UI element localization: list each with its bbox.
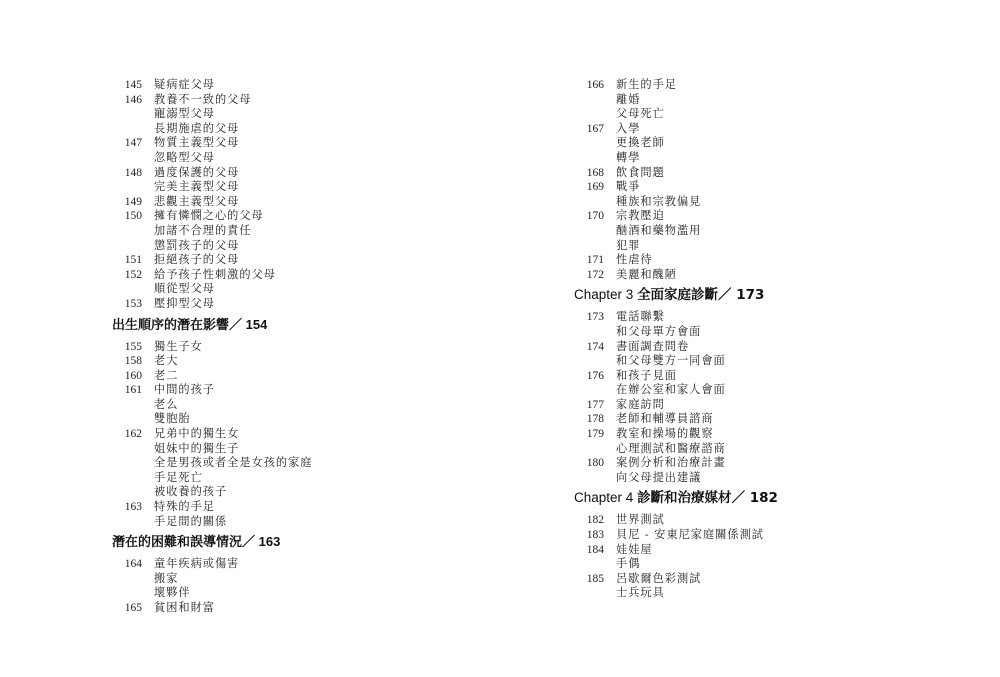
page-number: 185 (586, 572, 604, 585)
page-number (112, 485, 142, 500)
page-number (112, 282, 142, 297)
entry-title: 兄弟中的獨生女 (154, 427, 240, 441)
entry-title: 老大 (154, 354, 179, 368)
toc-entry (112, 136, 412, 151)
page-number: 164 (124, 558, 142, 571)
toc-entry (574, 151, 894, 166)
entry-title: 拒絕孩子的父母 (154, 253, 240, 267)
page-number: 179 (586, 428, 604, 441)
page-number (112, 471, 142, 486)
page-number: 148 (124, 166, 142, 179)
entry-title: 手偶 (616, 557, 641, 571)
page-number (574, 151, 604, 166)
toc-entry (574, 136, 894, 151)
page-number: 184 (586, 543, 604, 556)
toc-entry (112, 209, 412, 224)
entry-title: 書面調查問卷 (616, 339, 690, 353)
toc-entry (112, 195, 412, 210)
toc-entry (574, 209, 894, 224)
toc-entry (112, 297, 412, 312)
page-number: 146 (124, 93, 142, 106)
chapter-label: Chapter 3 (574, 287, 634, 303)
page-number: 172 (586, 268, 604, 281)
entry-title: 壞夥伴 (154, 586, 191, 600)
toc-entry (112, 572, 412, 587)
page-number (574, 471, 604, 486)
entry-title: 和父母單方會面 (616, 324, 702, 338)
entry-title: 美麗和醜陋 (616, 267, 677, 281)
page-number: 166 (586, 79, 604, 91)
toc-entry (574, 239, 894, 254)
entry-title: 手足間的關係 (154, 514, 228, 528)
entry-title: 案例分析和治療計畫 (616, 456, 726, 470)
toc-entry (112, 166, 412, 181)
toc-entry (112, 282, 412, 297)
page-number: 183 (586, 529, 604, 542)
page-number (112, 412, 142, 427)
entry-title: 搬家 (154, 571, 179, 585)
toc-entry (112, 151, 412, 166)
page-number: 174 (586, 340, 604, 353)
page-number (574, 195, 604, 210)
entry-title: 教養不一致的父母 (154, 92, 252, 106)
entry-title: 離婚 (616, 92, 641, 106)
page-number: 165 (124, 602, 142, 614)
page-number: 160 (124, 369, 142, 382)
entry-title: 懲罰孩子的父母 (154, 238, 240, 252)
page-number (112, 122, 142, 137)
entry-title: 被收養的孩子 (154, 485, 228, 499)
toc-entry (112, 398, 412, 413)
entry-title: 壓抑型父母 (154, 296, 215, 310)
toc-entry (112, 180, 412, 195)
entry-title: 加諸不合理的責任 (154, 223, 252, 237)
toc-left-column (112, 78, 412, 616)
toc-entry (112, 239, 412, 254)
entry-title: 在辦公室和家人會面 (616, 383, 726, 397)
toc-entry (112, 601, 412, 616)
entry-title: 和父母雙方一同會面 (616, 354, 726, 368)
entry-title: 更換老師 (616, 136, 665, 150)
toc-entry (574, 557, 894, 572)
entry-title: 寵溺型父母 (154, 107, 215, 121)
entry-title: 酗酒和藥物濫用 (616, 223, 702, 237)
section-heading: 潛在的困難和誤導情況／ 163 (112, 534, 281, 550)
page-number (574, 557, 604, 572)
entry-title: 順從型父母 (154, 282, 215, 296)
entry-title: 中間的孩子 (154, 383, 215, 397)
toc-entry (574, 340, 894, 355)
entry-title: 雙胞胎 (154, 412, 191, 426)
toc-entry (112, 122, 412, 137)
page-number (112, 151, 142, 166)
toc-entry (574, 224, 894, 239)
toc-entry (112, 78, 412, 93)
toc-entry (574, 369, 894, 384)
entry-title: 犯罪 (616, 238, 641, 252)
toc-entry (574, 107, 894, 122)
page-number (112, 572, 142, 587)
page-number: 161 (124, 384, 142, 397)
page-number (112, 107, 142, 122)
toc-entry (574, 180, 894, 195)
page-number (574, 136, 604, 151)
page-number: 155 (124, 340, 142, 353)
page-number (112, 515, 142, 530)
toc-entry (574, 528, 894, 543)
page-number: 170 (586, 210, 604, 223)
entry-title: 向父母提出建議 (616, 470, 702, 484)
entry-title: 心理測試和醫療諮商 (616, 441, 726, 455)
chapter-title: 診斷和治療媒材／ 182 (637, 490, 778, 507)
toc-entry (574, 325, 894, 340)
entry-title: 全是男孩或者全是女孩的家庭 (154, 456, 313, 470)
chapter-label: Chapter 4 (574, 490, 634, 506)
entry-title: 擁有憐憫之心的父母 (154, 209, 264, 223)
entry-title: 手足死亡 (154, 470, 203, 484)
entry-title: 呂歇爾色彩測試 (616, 571, 702, 585)
page-number: 152 (124, 268, 142, 281)
toc-right-column (574, 78, 894, 601)
page-number (112, 456, 142, 471)
toc-entry (574, 310, 894, 325)
page-number: 173 (586, 311, 604, 324)
page-number (112, 442, 142, 457)
toc-entry (112, 442, 412, 457)
chapter-title: 全面家庭診斷／ 173 (637, 287, 765, 304)
page-number: 178 (586, 413, 604, 426)
entry-title: 家庭訪問 (616, 397, 665, 411)
toc-entry (112, 369, 412, 384)
section-heading (574, 487, 894, 509)
entry-title: 忽略型父母 (154, 150, 215, 164)
page-number (574, 586, 604, 601)
page-number (574, 93, 604, 108)
toc-entry (112, 586, 412, 601)
entry-title: 轉學 (616, 150, 641, 164)
entry-title: 過度保護的父母 (154, 165, 240, 179)
toc-entry (112, 485, 412, 500)
toc-entry (112, 93, 412, 108)
page-number: 150 (124, 210, 142, 223)
page-number (574, 107, 604, 122)
page-number: 163 (124, 501, 142, 514)
toc-entry (112, 383, 412, 398)
page-number (112, 398, 142, 413)
toc-entry (112, 224, 412, 239)
toc-entry (574, 166, 894, 181)
entry-title: 老么 (154, 397, 179, 411)
page-number: 153 (124, 297, 142, 310)
entry-title: 士兵玩具 (616, 586, 665, 600)
page-number (112, 224, 142, 239)
page-number: 177 (586, 398, 604, 411)
page-number (574, 383, 604, 398)
page-number: 180 (586, 457, 604, 470)
toc-entry (574, 195, 894, 210)
entry-title: 老師和輔導員諮商 (616, 412, 714, 426)
toc-entry (112, 253, 412, 268)
toc-entry (112, 268, 412, 283)
page-number: 171 (586, 254, 604, 267)
entry-title: 教室和操場的觀察 (616, 427, 714, 441)
toc-entry (112, 354, 412, 369)
page-number (112, 180, 142, 195)
entry-title: 老二 (154, 368, 179, 382)
entry-title: 電話聯繫 (616, 310, 665, 324)
section-heading (574, 284, 894, 306)
entry-title: 特殊的手足 (154, 500, 215, 514)
toc-entry (574, 383, 894, 398)
entry-title: 獨生子女 (154, 339, 203, 353)
page-number: 158 (124, 355, 142, 368)
page-number (112, 586, 142, 601)
entry-title: 和孩子見面 (616, 368, 677, 382)
entry-title: 給予孩子性刺激的父母 (154, 267, 276, 281)
entry-title: 貝尼 - 安東尼家庭關係測試 (616, 528, 764, 542)
toc-entry (112, 515, 412, 530)
entry-title: 入學 (616, 121, 641, 135)
toc-entry (112, 471, 412, 486)
toc-entry (112, 500, 412, 515)
page-number: 162 (124, 428, 142, 441)
entry-title: 完美主義型父母 (154, 180, 240, 194)
page-number: 169 (586, 181, 604, 194)
section-heading: 出生順序的潛在影響／ 154 (112, 316, 268, 332)
entry-title: 長期施虐的父母 (154, 121, 240, 135)
entry-title: 童年疾病或傷害 (154, 557, 240, 571)
toc-entry (574, 456, 894, 471)
toc-entry (574, 78, 894, 93)
entry-title: 疑病症父母 (154, 78, 215, 91)
page-number: 168 (586, 166, 604, 179)
toc-entry (574, 412, 894, 427)
toc-entry (112, 340, 412, 355)
entry-title: 貧困和財富 (154, 601, 215, 614)
toc-entry (574, 354, 894, 369)
page-number: 167 (586, 122, 604, 135)
page-number (574, 442, 604, 457)
toc-entry (574, 93, 894, 108)
toc-entry (574, 253, 894, 268)
entry-title: 悲觀主義型父母 (154, 194, 240, 208)
entry-title: 戰爭 (616, 180, 641, 194)
toc-entry (112, 107, 412, 122)
toc-entry (574, 427, 894, 442)
page-number (574, 325, 604, 340)
entry-title: 物質主義型父母 (154, 136, 240, 150)
toc-entry (574, 471, 894, 486)
page-number (574, 354, 604, 369)
entry-title: 新生的手足 (616, 78, 677, 91)
toc-entry (112, 456, 412, 471)
page-number: 149 (124, 195, 142, 208)
page-number (112, 239, 142, 254)
entry-title: 娃娃屋 (616, 542, 653, 556)
page-number (574, 239, 604, 254)
page-number: 182 (586, 514, 604, 527)
entry-title: 飲食問題 (616, 165, 665, 179)
toc-entry (574, 122, 894, 137)
page-number: 151 (124, 254, 142, 267)
toc-entry (112, 427, 412, 442)
toc-entry (574, 572, 894, 587)
toc-entry (574, 268, 894, 283)
entry-title: 世界測試 (616, 513, 665, 527)
entry-title: 種族和宗教偏見 (616, 194, 702, 208)
page-number: 176 (586, 369, 604, 382)
toc-entry (112, 412, 412, 427)
entry-title: 性虐待 (616, 253, 653, 267)
toc-entry (574, 543, 894, 558)
toc-entry (574, 586, 894, 601)
toc-entry (574, 442, 894, 457)
page-number (574, 224, 604, 239)
toc-entry (574, 398, 894, 413)
entry-title: 姐妹中的獨生子 (154, 441, 240, 455)
toc-entry (112, 557, 412, 572)
entry-title: 宗教壓迫 (616, 209, 665, 223)
page-number: 147 (124, 137, 142, 150)
toc-entry (574, 513, 894, 528)
entry-title: 父母死亡 (616, 107, 665, 121)
page-number: 145 (124, 79, 142, 91)
